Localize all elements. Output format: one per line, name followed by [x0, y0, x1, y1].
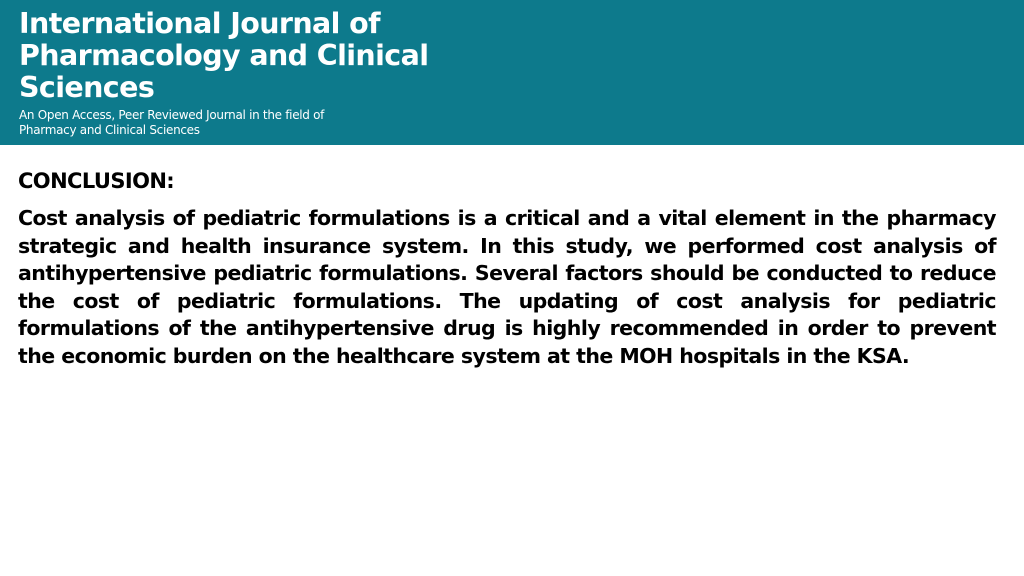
- conclusion-paragraph: Cost analysis of pediatric formulations is a critical and a vital element in the pharmacy strategic and health insurance system. In this study, we performed cost analysis of antihypertensive pediatric formulations. Several factors should be conducted to reduce the cost of pediatric formulations. The updating of cost analysis for pediatric formulations of the antihypertensive drug is highly recommended in order to prevent the economic burden on the healthcare system at the MOH hospitals in the KSA.: [18, 206, 996, 368]
- journal-title: International Journal of Pharmacology and Clinical Sciences: [19, 7, 429, 104]
- journal-header-banner: [0, 0, 1024, 145]
- journal-tagline: An Open Access, Peer Reviewed Journal in the field of Pharmacy and Clinical Sciences: [19, 108, 325, 137]
- section-heading: CONCLUSION:: [18, 169, 175, 193]
- conclusion-section: [18, 167, 996, 370]
